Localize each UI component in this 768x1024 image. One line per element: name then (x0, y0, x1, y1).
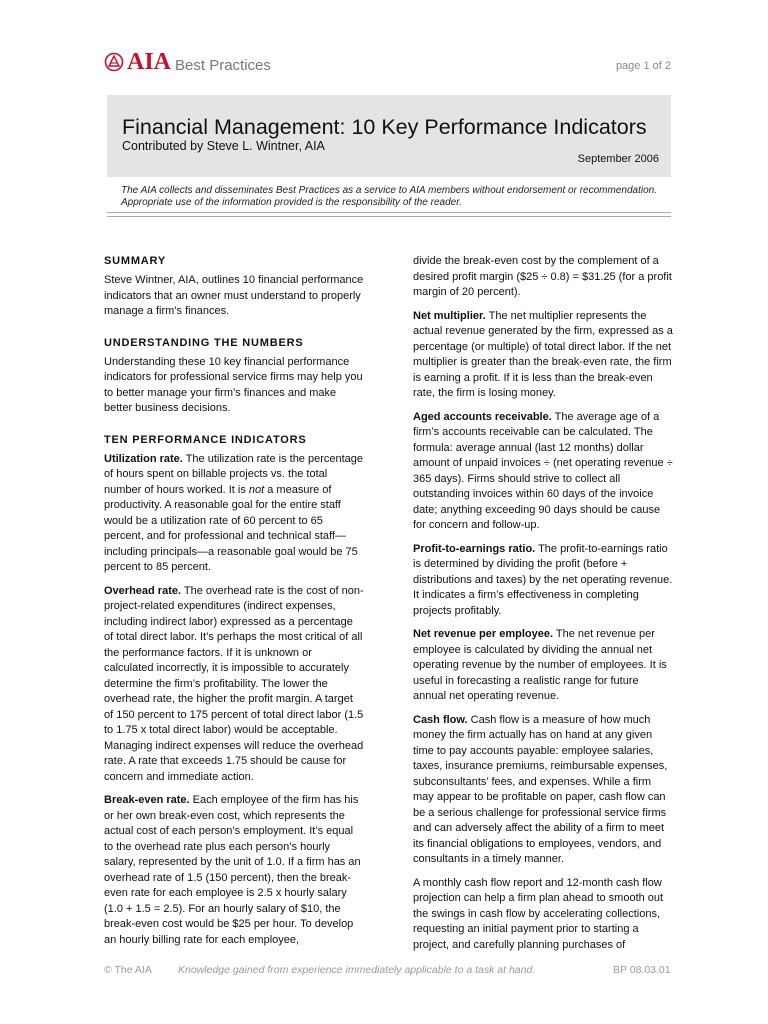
breakeven-label: Break-even rate. (104, 794, 190, 806)
aia-wordmark: AIA (127, 49, 172, 75)
multiplier-label: Net multiplier. (413, 309, 486, 322)
profit-label: Profit-to-earnings ratio. (413, 542, 536, 555)
cashflow-text: Cash flow is a measure of how much money the firm actually has on hand at any given time to pay accounts payable: employee salaries, taxes, insurance premiums, reimbursable expenses, subconsultants’ fees, and expenses. While a firm may appear to be profitable on paper, cash flow can be a serious challenge for professional service firms and can adversely affect the ability of a firm to meet its financial obligations to employees, vendors, and consultants in a timely manner. (413, 713, 668, 865)
aged-paragraph (413, 410, 673, 534)
utilization-text-b: a measure of productivity. A reasonable goal for the entire staff would be a utilization rate of 60 percent to 65 percent, and for professional and technical staff—including principals—a reasonable goal would be 75 percent to 85 percent. (104, 483, 358, 573)
page-header (104, 46, 671, 80)
aia-logo (104, 46, 271, 78)
aged-text: The average age of a firm’s accounts receivable can be calculated. The formula: average annual (last 12 months) dollar amount of unpaid invoices ÷ (net operating revenue ÷ 365 days). Firms should strive to collect all outstanding invoices within 60 days of the invoice date; anything exceeding 90 days should be cause for concern and follow-up. (413, 410, 673, 531)
profit-text: The profit-to-earnings ratio is determined by dividing the profit (before + distributions and taxes) by the net operating revenue. It indicates a firm’s effectiveness in completing projects profitably. (413, 542, 673, 617)
understanding-text: Understanding these 10 key financial performance indicators for professional service firms may help you to better manage your firm’s finances and make better business decisions. (104, 355, 363, 414)
revenue-text: The net revenue per employee is calculated by dividing the annual net operating revenue by the number of employees. It is useful in forecasting a realistic range for future annual net operating revenue. (413, 628, 667, 702)
utilization-text-a: The utilization rate is the percentage of hours spent on billable projects vs. the total number of hours worked. It is (104, 452, 364, 496)
multiplier-paragraph (413, 309, 673, 402)
cashflow-paragraph (413, 713, 673, 868)
revenue-label: Net revenue per employee. (413, 628, 554, 640)
right-column (413, 254, 673, 961)
title-band (107, 95, 671, 177)
utilization-paragraph (104, 452, 364, 576)
left-column (104, 254, 364, 956)
summary-heading: SUMMARY (104, 255, 167, 267)
divider (107, 216, 671, 217)
revenue-paragraph (413, 627, 673, 705)
divider (107, 212, 671, 213)
cashflow-report-paragraph: A monthly cash flow report and 12-month cash flow projection can help a firm plan ahead to smooth out the swings in cash flow by accelerating collections, requesting an initial payment prior to starting a project, and carefully planning purchases of (413, 876, 664, 951)
publication-date: September 2006 (577, 153, 659, 165)
overhead-paragraph (104, 584, 364, 786)
breakeven-paragraph (104, 793, 364, 948)
utilization-label: Utilization rate. (104, 452, 183, 465)
disclaimer (121, 185, 666, 209)
page-title: Financial Management: 10 Key Performance Indicators (122, 115, 647, 139)
summary-text: Steve Wintner, AIA, outlines 10 financial performance indicators that an owner must understand to properly manage a firm’s finances. (104, 274, 364, 317)
profit-paragraph (413, 542, 673, 620)
aged-label: Aged accounts receivable. (413, 410, 552, 423)
disclaimer-line-2: Appropriate use of the information provided is the responsibility of the reader. (121, 197, 462, 208)
cashflow-label: Cash flow. (413, 713, 468, 726)
page-number: page 1 of 2 (615, 60, 671, 72)
aia-seal-icon (104, 51, 124, 73)
breakeven-text: Each employee of the firm has his or her own break-even cost, which represents the actual cost of each person’s employment. It’s equal to the overhead rate plus each person’s hourly salary, represented by the unit of 1.0. If a firm has an overhead rate of 1.5 (150 percent), then the break-even rate for each employee is 2.5 x hourly salary (1.0 + 1.5 = 2.5). For an hourly salary of $10, the break-even cost would be $25 per hour. To develop an hourly billing rate for each employee, (104, 794, 361, 946)
series-label: Best Practices (175, 56, 271, 74)
multiplier-text: The net multiplier represents the actual revenue generated by the firm, expressed as a percentage (or multiple) of total direct labor. If the net multiplier is greater than the break-even rate, the firm is earning a profit. If it is less than the break-even rate, the firm is losing money. (413, 309, 673, 399)
contributor-line: Contributed by Steve L. Wintner, AIA (122, 139, 325, 153)
footer-copyright: © The AIA (104, 964, 152, 976)
utilization-emphasis: not (248, 483, 265, 496)
footer-tagline: Knowledge gained from experience immediately applicable to a task at hand. (178, 964, 536, 976)
indicators-heading: TEN PERFORMANCE INDICATORS (104, 433, 307, 446)
overhead-text: The overhead rate is the cost of non-project-related expenditures (indirect expenses, including indirect labor) expressed as a percentage of total direct labor. It’s perhaps the most critical of all the performance factors. If it is unknown or calculated incorrectly, it is impossible to accurately determine the firm’s profitability. The lower the overhead rate, the higher the profit margin. A target of 150 percent to 175 percent of total direct labor (1.5 to 1.75 x total direct labor) would be acceptable. Managing indirect expenses will reduce the overhead rate. A rate that exceeds 1.75 should be cause for concern and immediate action. (104, 584, 364, 783)
disclaimer-line-1: The AIA collects and disseminates Best Practices as a service to AIA members without endorsement or recommendation. (121, 185, 657, 196)
understanding-heading: UNDERSTANDING THE NUMBERS (104, 336, 304, 349)
footer-code: BP 08.03.01 (613, 964, 671, 976)
breakeven-continued: divide the break-even cost by the complement of a desired profit margin ($25 ÷ 0.8) = $31.25 (for a profit margin of 20 percent). (413, 255, 672, 298)
overhead-label: Overhead rate. (104, 584, 182, 597)
